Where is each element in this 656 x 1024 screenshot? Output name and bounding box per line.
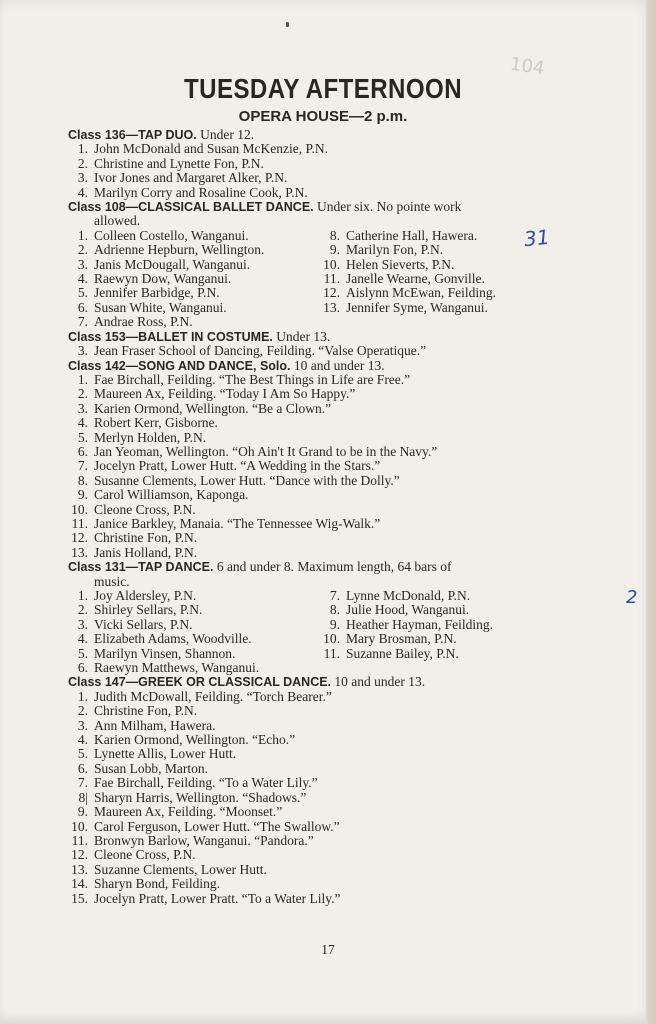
entry-number: 2. bbox=[77, 386, 88, 402]
entry-number: 10. bbox=[323, 256, 340, 272]
entry-number: 10. bbox=[71, 501, 88, 517]
entry-text: Marilyn Fon, P.N. bbox=[346, 242, 444, 258]
entry-number: 7. bbox=[77, 458, 88, 474]
entry-list-left bbox=[68, 589, 320, 675]
entry-number: 8. bbox=[77, 472, 88, 488]
list-item bbox=[68, 344, 578, 358]
entry-number: 7. bbox=[329, 588, 340, 603]
list-item bbox=[320, 618, 578, 632]
pencil-annotation: 104 bbox=[508, 53, 546, 80]
entry-text: Fae Birchall, Feilding. “The Best Things in Life are Free.” bbox=[94, 371, 411, 387]
entry-text: Aislynn McEwan, Feilding. bbox=[346, 285, 496, 301]
list-item bbox=[320, 301, 578, 315]
entry-text: Catherine Hall, Hawera. bbox=[346, 227, 478, 243]
entry-number: 8. bbox=[329, 227, 340, 243]
list-item bbox=[68, 877, 578, 891]
entry-text: Lynne McDonald, P.N. bbox=[346, 588, 471, 603]
entry-text: Lynette Allis, Lower Hutt. bbox=[94, 746, 237, 762]
list-item bbox=[68, 243, 320, 257]
entry-text: Jennifer Barbidge, P.N. bbox=[94, 285, 220, 301]
entry-text: Judith McDowall, Feilding. “Torch Bearer.” bbox=[94, 688, 332, 704]
list-item bbox=[68, 820, 578, 834]
venue-subtitle: OPERA HOUSE—2 p.m. bbox=[238, 108, 408, 125]
entry-text: Fae Birchall, Feilding. “To a Water Lily.” bbox=[94, 775, 318, 791]
class-131 bbox=[68, 560, 578, 675]
list-item bbox=[68, 863, 578, 877]
class-136 bbox=[68, 128, 578, 200]
entry-text: Maureen Ax, Feilding. “Today I Am So Happy.” bbox=[94, 386, 356, 402]
page-edge bbox=[646, 0, 656, 1024]
entry-number: 13. bbox=[71, 861, 88, 877]
list-item bbox=[68, 402, 578, 416]
punch-mark bbox=[286, 22, 289, 27]
class-153 bbox=[68, 330, 578, 359]
class-heading bbox=[68, 128, 578, 142]
entry-number: 2. bbox=[77, 242, 88, 258]
list-item bbox=[68, 474, 578, 488]
program-content bbox=[68, 72, 578, 906]
list-item bbox=[68, 618, 320, 632]
entry-number: 5. bbox=[77, 429, 88, 445]
entry-text: Susan Lobb, Marton. bbox=[94, 760, 208, 776]
entry-number: 4. bbox=[77, 415, 88, 431]
list-item bbox=[68, 387, 578, 401]
entry-text: Karien Ormond, Wellington. “Echo.” bbox=[94, 732, 296, 748]
entry-number: 12. bbox=[323, 285, 340, 301]
class-description: 10 and under 13. bbox=[293, 357, 385, 373]
list-item bbox=[68, 546, 578, 560]
class-title: Class 136—TAP DUO. bbox=[68, 128, 197, 142]
entry-text: Julie Hood, Wanganui. bbox=[346, 602, 470, 618]
entry-text: Ivor Jones and Margaret Alker, P.N. bbox=[94, 170, 288, 186]
entry-text: Karien Ormond, Wellington. “Be a Clown.” bbox=[94, 400, 332, 416]
entry-number: 2. bbox=[77, 703, 88, 719]
list-item bbox=[68, 690, 578, 704]
entry-number: 1. bbox=[77, 588, 88, 603]
entry-text: Colleen Costello, Wanganui. bbox=[94, 227, 249, 243]
list-item bbox=[68, 892, 578, 906]
handwritten-mark: 31 bbox=[522, 224, 551, 252]
entry-text: Ann Milham, Hawera. bbox=[94, 717, 216, 733]
handwritten-mark: 2 bbox=[626, 587, 638, 608]
list-item bbox=[68, 315, 320, 329]
list-item bbox=[68, 157, 578, 171]
entry-number: 9. bbox=[77, 487, 88, 503]
entry-text: Jennifer Syme, Wanganui. bbox=[346, 299, 488, 315]
list-item bbox=[68, 834, 578, 848]
entry-text: Robert Kerr, Gisborne. bbox=[94, 415, 218, 431]
class-title: Class 142—SONG AND DANCE, Solo. bbox=[68, 358, 291, 373]
entry-number: 3. bbox=[77, 343, 88, 359]
entry-list bbox=[68, 344, 578, 358]
list-item bbox=[320, 286, 578, 300]
entry-number: 12. bbox=[71, 530, 88, 546]
list-item bbox=[68, 531, 578, 545]
entry-text: Christine Fon, P.N. bbox=[94, 530, 198, 546]
class-heading bbox=[68, 560, 578, 574]
entry-text: Heather Hayman, Feilding. bbox=[346, 616, 493, 632]
list-item bbox=[68, 632, 320, 646]
entry-text: Sharyn Bond, Feilding. bbox=[94, 876, 221, 892]
entry-text: Susan White, Wanganui. bbox=[94, 299, 227, 315]
entry-number: 3. bbox=[77, 256, 88, 272]
entry-number: 6. bbox=[77, 660, 88, 676]
class-description-continued: music. bbox=[94, 573, 130, 589]
list-item bbox=[68, 416, 578, 430]
entry-number: 7. bbox=[77, 775, 88, 791]
list-item bbox=[68, 776, 578, 790]
entry-number: 4. bbox=[77, 271, 88, 287]
list-item bbox=[68, 301, 320, 315]
entry-number: 6. bbox=[77, 760, 88, 776]
entry-text: Bronwyn Barlow, Wanganui. “Pandora.” bbox=[94, 832, 314, 848]
entry-number: 1. bbox=[77, 141, 88, 157]
entry-text: Vicki Sellars, P.N. bbox=[94, 616, 193, 632]
entry-number: 12. bbox=[71, 847, 88, 863]
entry-text: Janice Barkley, Manaia. “The Tennessee Wig-Walk.” bbox=[94, 515, 381, 531]
list-item bbox=[68, 488, 578, 502]
class-heading bbox=[68, 359, 578, 373]
list-item bbox=[68, 258, 320, 272]
entry-list-right bbox=[320, 589, 578, 675]
entry-number: 11. bbox=[71, 515, 88, 531]
entry-text: Merlyn Holden, P.N. bbox=[94, 429, 207, 445]
list-item bbox=[68, 186, 578, 200]
entry-text: Andrae Ross, P.N. bbox=[94, 314, 193, 330]
entry-text: Janelle Wearne, Gonville. bbox=[346, 271, 485, 287]
list-item bbox=[68, 272, 320, 286]
entry-number: 3. bbox=[77, 170, 88, 186]
entry-text: Janis McDougall, Wanganui. bbox=[94, 256, 251, 272]
class-description: 6 and under 8. Maximum length, 64 bars of bbox=[216, 559, 452, 575]
list-item bbox=[68, 589, 320, 603]
entry-number: 4. bbox=[77, 631, 88, 647]
entry-text: Raewyn Dow, Wanganui. bbox=[94, 271, 232, 287]
entry-number: 9. bbox=[329, 242, 340, 258]
list-item bbox=[68, 704, 578, 718]
entry-number: 2. bbox=[77, 155, 88, 171]
class-description-continued: allowed. bbox=[94, 213, 141, 229]
entry-number: 13. bbox=[71, 544, 88, 560]
entry-text: Helen Sieverts, P.N. bbox=[346, 256, 455, 272]
entry-number: 2. bbox=[77, 602, 88, 618]
list-item bbox=[68, 661, 320, 675]
class-description: 10 and under 13. bbox=[334, 674, 426, 690]
class-title: Class 153—BALLET IN COSTUME. bbox=[68, 329, 273, 344]
entry-number: 5. bbox=[77, 746, 88, 762]
entry-number: 14. bbox=[71, 876, 88, 892]
class-title: Class 108—CLASSICAL BALLET DANCE. bbox=[68, 200, 314, 215]
list-item bbox=[68, 647, 320, 661]
list-item bbox=[68, 517, 578, 531]
class-description: Under 13. bbox=[276, 328, 331, 344]
entry-text: Marilyn Corry and Rosaline Cook, P.N. bbox=[94, 184, 308, 200]
entry-number: 6. bbox=[77, 443, 88, 459]
entry-list-left bbox=[68, 229, 320, 330]
entry-text: Raewyn Matthews, Wanganui. bbox=[94, 660, 260, 676]
list-item bbox=[68, 791, 578, 805]
class-108 bbox=[68, 200, 578, 330]
entry-number: 7. bbox=[77, 314, 88, 330]
entry-list bbox=[68, 373, 578, 560]
entry-text: Jean Fraser School of Dancing, Feilding. “Valse Operatique.” bbox=[94, 343, 427, 359]
entry-number: 1. bbox=[77, 688, 88, 704]
class-title: Class 147—GREEK OR CLASSICAL DANCE. bbox=[68, 675, 332, 690]
entry-text: Marilyn Vinsen, Shannon. bbox=[94, 645, 236, 661]
entry-number: 4. bbox=[77, 184, 88, 200]
entry-number: 8| bbox=[78, 789, 88, 805]
class-147 bbox=[68, 675, 578, 906]
class-description: Under six. No pointe work bbox=[317, 199, 462, 215]
page-number: 17 bbox=[321, 942, 335, 957]
list-item bbox=[68, 171, 578, 185]
list-item bbox=[320, 258, 578, 272]
entry-number: 6. bbox=[77, 299, 88, 315]
entry-text: Janis Holland, P.N. bbox=[94, 544, 198, 560]
entry-number: 1. bbox=[77, 371, 88, 387]
entry-number: 4. bbox=[77, 732, 88, 748]
list-item bbox=[68, 286, 320, 300]
list-item bbox=[68, 503, 578, 517]
entry-number: 15. bbox=[71, 890, 88, 906]
entry-text: Jocelyn Pratt, Lower Hutt. “A Wedding in the Stars.” bbox=[94, 458, 381, 474]
entry-text: Sharyn Harris, Wellington. “Shadows.” bbox=[94, 789, 307, 805]
entry-text: Jan Yeoman, Wellington. “Oh Ain't It Grand to be in the Navy.” bbox=[94, 443, 438, 459]
entry-number: 8. bbox=[329, 602, 340, 618]
list-item bbox=[68, 142, 578, 156]
list-item bbox=[68, 445, 578, 459]
list-item bbox=[68, 747, 578, 761]
class-title: Class 131—TAP DANCE. bbox=[68, 560, 214, 575]
list-item bbox=[68, 762, 578, 776]
list-item bbox=[68, 719, 578, 733]
entry-number: 11. bbox=[71, 832, 88, 848]
entry-text: Elizabeth Adams, Woodville. bbox=[94, 631, 252, 647]
list-item bbox=[320, 272, 578, 286]
entry-number: 3. bbox=[77, 400, 88, 416]
list-item bbox=[320, 589, 578, 603]
list-item bbox=[320, 603, 578, 617]
class-heading bbox=[68, 330, 578, 344]
entry-number: 5. bbox=[77, 285, 88, 301]
entry-text: John McDonald and Susan McKenzie, P.N. bbox=[94, 141, 328, 157]
list-item bbox=[68, 603, 320, 617]
list-item bbox=[68, 733, 578, 747]
entry-number: 10. bbox=[323, 631, 340, 647]
entry-list bbox=[68, 142, 578, 200]
class-142 bbox=[68, 359, 578, 561]
list-item bbox=[68, 459, 578, 473]
entry-text: Adrienne Hepburn, Wellington. bbox=[94, 242, 265, 258]
entry-list bbox=[68, 690, 578, 906]
entry-text: Susanne Clements, Lower Hutt. “Dance with the Dolly.” bbox=[94, 472, 400, 488]
class-heading bbox=[68, 675, 578, 689]
entry-number: 9. bbox=[329, 616, 340, 632]
list-item bbox=[320, 647, 578, 661]
entry-text: Jocelyn Pratt, Lower Pratt. “To a Water Lily.” bbox=[94, 890, 341, 906]
list-item bbox=[68, 373, 578, 387]
entry-number: 5. bbox=[77, 645, 88, 661]
entry-number: 13. bbox=[323, 299, 340, 315]
class-heading bbox=[68, 200, 578, 214]
entry-text: Mary Brosman, P.N. bbox=[346, 631, 457, 647]
entry-number: 3. bbox=[77, 717, 88, 733]
entry-number: 10. bbox=[71, 818, 88, 834]
list-item bbox=[68, 805, 578, 819]
list-item bbox=[68, 848, 578, 862]
entry-text: Joy Aldersley, P.N. bbox=[94, 588, 197, 603]
entry-text: Christine Fon, P.N. bbox=[94, 703, 198, 719]
entry-text: Maureen Ax, Feilding. “Moonset.” bbox=[94, 804, 283, 820]
entry-text: Carol Ferguson, Lower Hutt. “The Swallow.” bbox=[94, 818, 340, 834]
entry-number: 11. bbox=[323, 645, 340, 661]
list-item bbox=[68, 431, 578, 445]
entry-text: Cleone Cross, P.N. bbox=[94, 847, 196, 863]
entry-number: 3. bbox=[77, 616, 88, 632]
entry-text: Suzanne Bailey, P.N. bbox=[346, 645, 459, 661]
list-item bbox=[320, 632, 578, 646]
entry-columns bbox=[68, 229, 578, 330]
entry-text: Shirley Sellars, P.N. bbox=[94, 602, 203, 618]
entry-columns bbox=[68, 589, 578, 675]
entry-number: 11. bbox=[323, 271, 340, 287]
entry-text: Cleone Cross, P.N. bbox=[94, 501, 196, 517]
entry-text: Christine and Lynette Fon, P.N. bbox=[94, 155, 264, 171]
entry-text: Carol Williamson, Kaponga. bbox=[94, 487, 249, 503]
page-title: TUESDAY AFTERNOON bbox=[183, 73, 463, 104]
class-description: Under 12. bbox=[200, 127, 255, 142]
list-item bbox=[68, 229, 320, 243]
entry-number: 1. bbox=[77, 227, 88, 243]
entry-text: Suzanne Clements, Lower Hutt. bbox=[94, 861, 267, 877]
entry-number: 9. bbox=[77, 804, 88, 820]
